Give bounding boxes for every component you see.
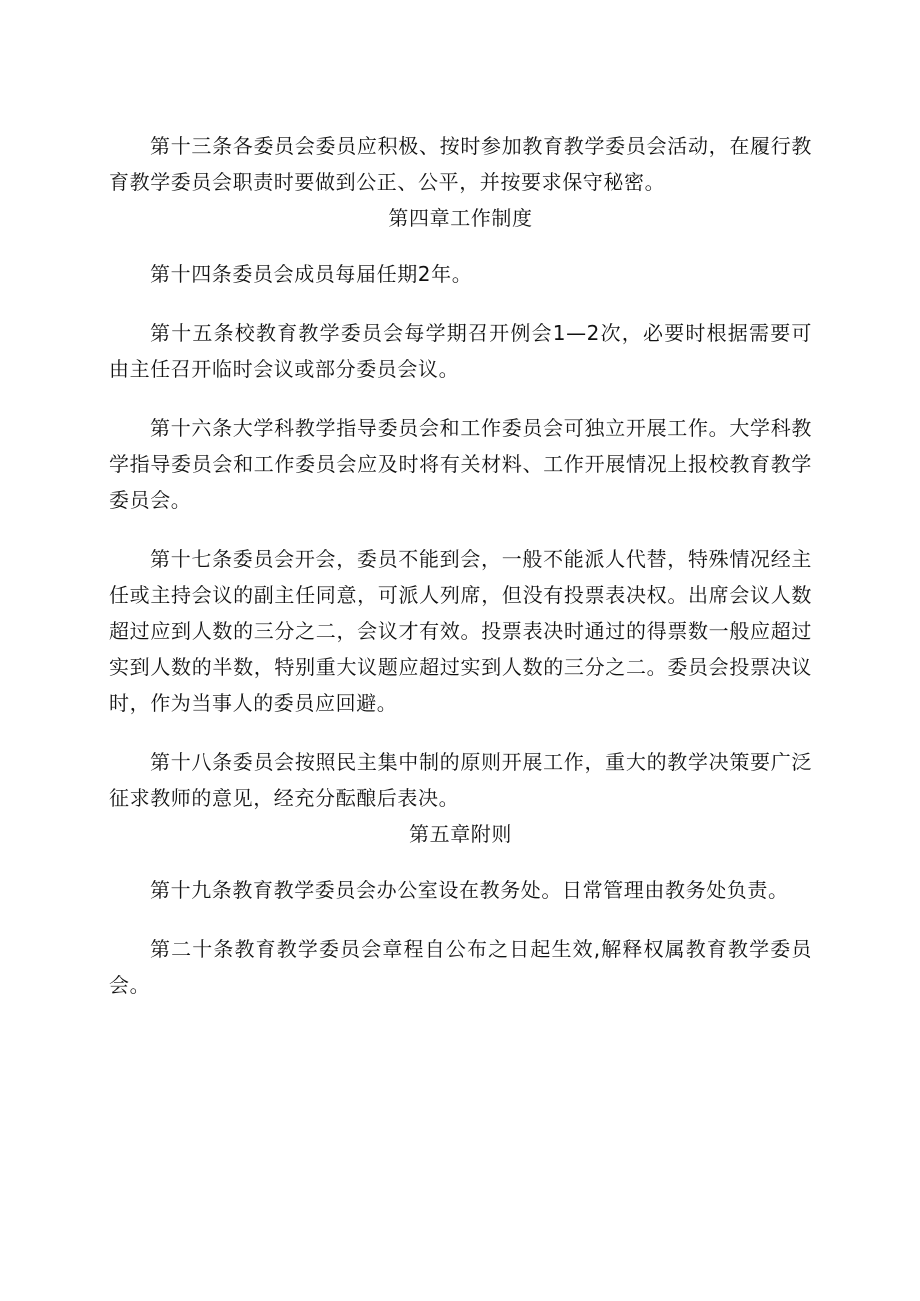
article-18: 第十八条委员会按照民主集中制的原则开展工作，重大的教学决策要广泛征求教师的意见，经充分酝酿后表决。 [109,750,812,810]
document-page [109,128,812,1003]
article-15: 第十五条校教育教学委员会每学期召开例会1—2次，必要时根据需要可由主任召开临时会议或部分委员会议。 [109,321,812,381]
chapter-4-heading: 第四章工作制度 [388,206,533,230]
chapter-5-heading: 第五章附则 [409,822,512,846]
article-19: 第十九条教育教学委员会办公室设在教务处。日常管理由教务处负责。 [150,878,789,902]
article-17: 第十七条委员会开会，委员不能到会，一般不能派人代替，特殊情况经主任或主持会议的副主任同意，可派人列席，但没有投票表决权。出席会议人数超过应到人数的三分之二，会议才有效。投票表决时通过的得票数一般应超过实到人数的半数，特别重大议题应超过实到人数的三分之二。委员会投票决议时，作为当事人的委员应回避。 [109,547,812,715]
article-16: 第十六条大学科教学指导委员会和工作委员会可独立开展工作。大学科教学指导委员会和工作委员会应及时将有关材料、工作开展情况上报校教育教学委员会。 [109,416,812,512]
article-14: 第十四条委员会成员每届任期2年。 [150,262,473,286]
article-20: 第二十条教育教学委员会章程自公布之日起生效,解释权属教育教学委员会。 [109,937,812,997]
article-13: 第十三条各委员会委员应积极、按时参加教育教学委员会活动，在履行教育教学委员会职责时要做到公正、公平，并按要求保守秘密。 [109,134,812,194]
